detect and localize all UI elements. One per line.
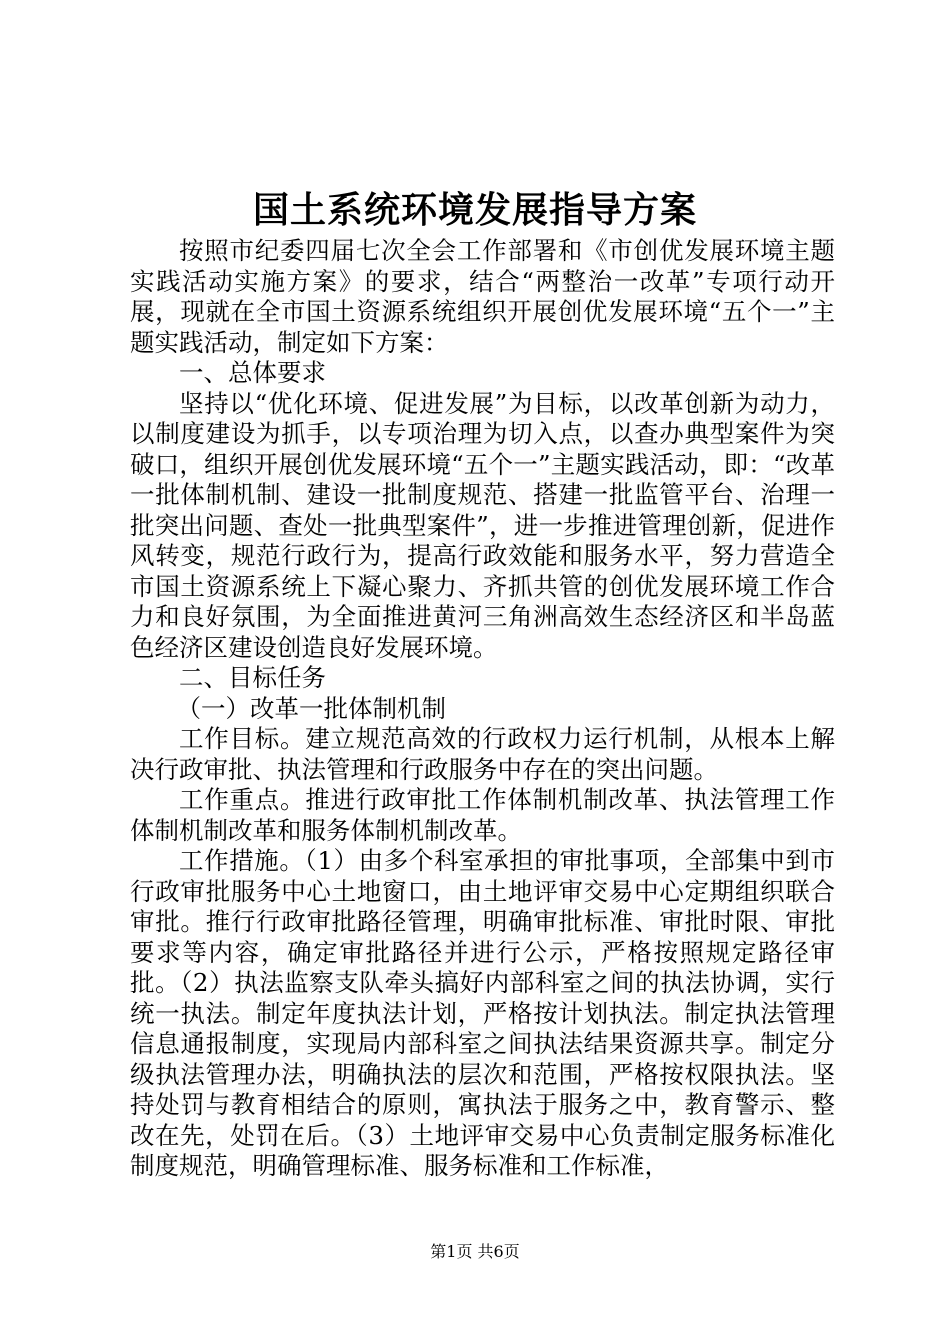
subsection-heading-reform: （一）改革一批体制机制	[176, 693, 447, 723]
page-footer: 第1页 共6页	[430, 1242, 520, 1261]
section-heading-goals-tasks: 二、目标任务	[179, 663, 326, 692]
document-title: 国土系统环境发展指导方案	[252, 189, 697, 231]
work-measures-paragraph: 工作措施。（1）由多个科室承担的审批事项，全部集中到市行政审批服务中心土地窗口，由土地评审交易中心定期组织联合审批。推行行政审批路径管理，明确审批标准、审批时限、审批要求等内容，确定审批路径并进行公示，严格按照规定路径审批。（2）执法监察支队牵头搞好内部科室之间的执法协调，实行统一执法。制定年度执法计划，严格按计划执法。制定执法管理信息通报制度，实现局内部科室之间执法结果资源共享。制定分级执法管理办法，明确执法的层次和范围，严格按权限执法。坚持处罚与教育相结合的原则，寓执法于服务之中，教育警示、整改在先，处罚在后。（3）土地评审交易中心负责制定服务标准化制度规范，明确管理标准、服务标准和工作标准，	[130, 846, 835, 1180]
intro-paragraph: 按照市纪委四届七次全会工作部署和《市创优发展环境主题实践活动实施方案》的要求，结合“两整治一改革”专项行动开展，现就在全市国土资源系统组织开展创优发展环境“五个一”主题实践活动，制定如下方案：	[130, 236, 835, 357]
work-goal-paragraph: 工作目标。建立规范高效的行政权力运行机制，从根本上解决行政审批、执法管理和行政服务中存在的突出问题。	[130, 724, 835, 784]
work-focus-paragraph: 工作重点。推进行政审批工作体制机制改革、执法管理工作体制机制改革和服务体制机制改革。	[130, 785, 835, 845]
general-requirements-paragraph: 坚持以“优化环境、促进发展”为目标，以改革创新为动力，以制度建设为抓手，以专项治理为切入点，以查办典型案件为突破口，组织开展创优发展环境“五个一”主题实践活动，即：“改革一批体制机制、建设一批制度规范、搭建一批监管平台、治理一批突出问题、查处一批典型案件”，进一步推进管理创新，促进作风转变，规范行政行为，提高行政效能和服务水平，努力营造全市国土资源系统上下凝心聚力、齐抓共管的创优发展环境工作合力和良好氛围，为全面推进黄河三角洲高效生态经济区和半岛蓝色经济区建设创造良好发展环境。	[130, 388, 835, 662]
section-heading-general-requirements: 一、总体要求	[179, 358, 326, 387]
document-body	[130, 236, 835, 1182]
